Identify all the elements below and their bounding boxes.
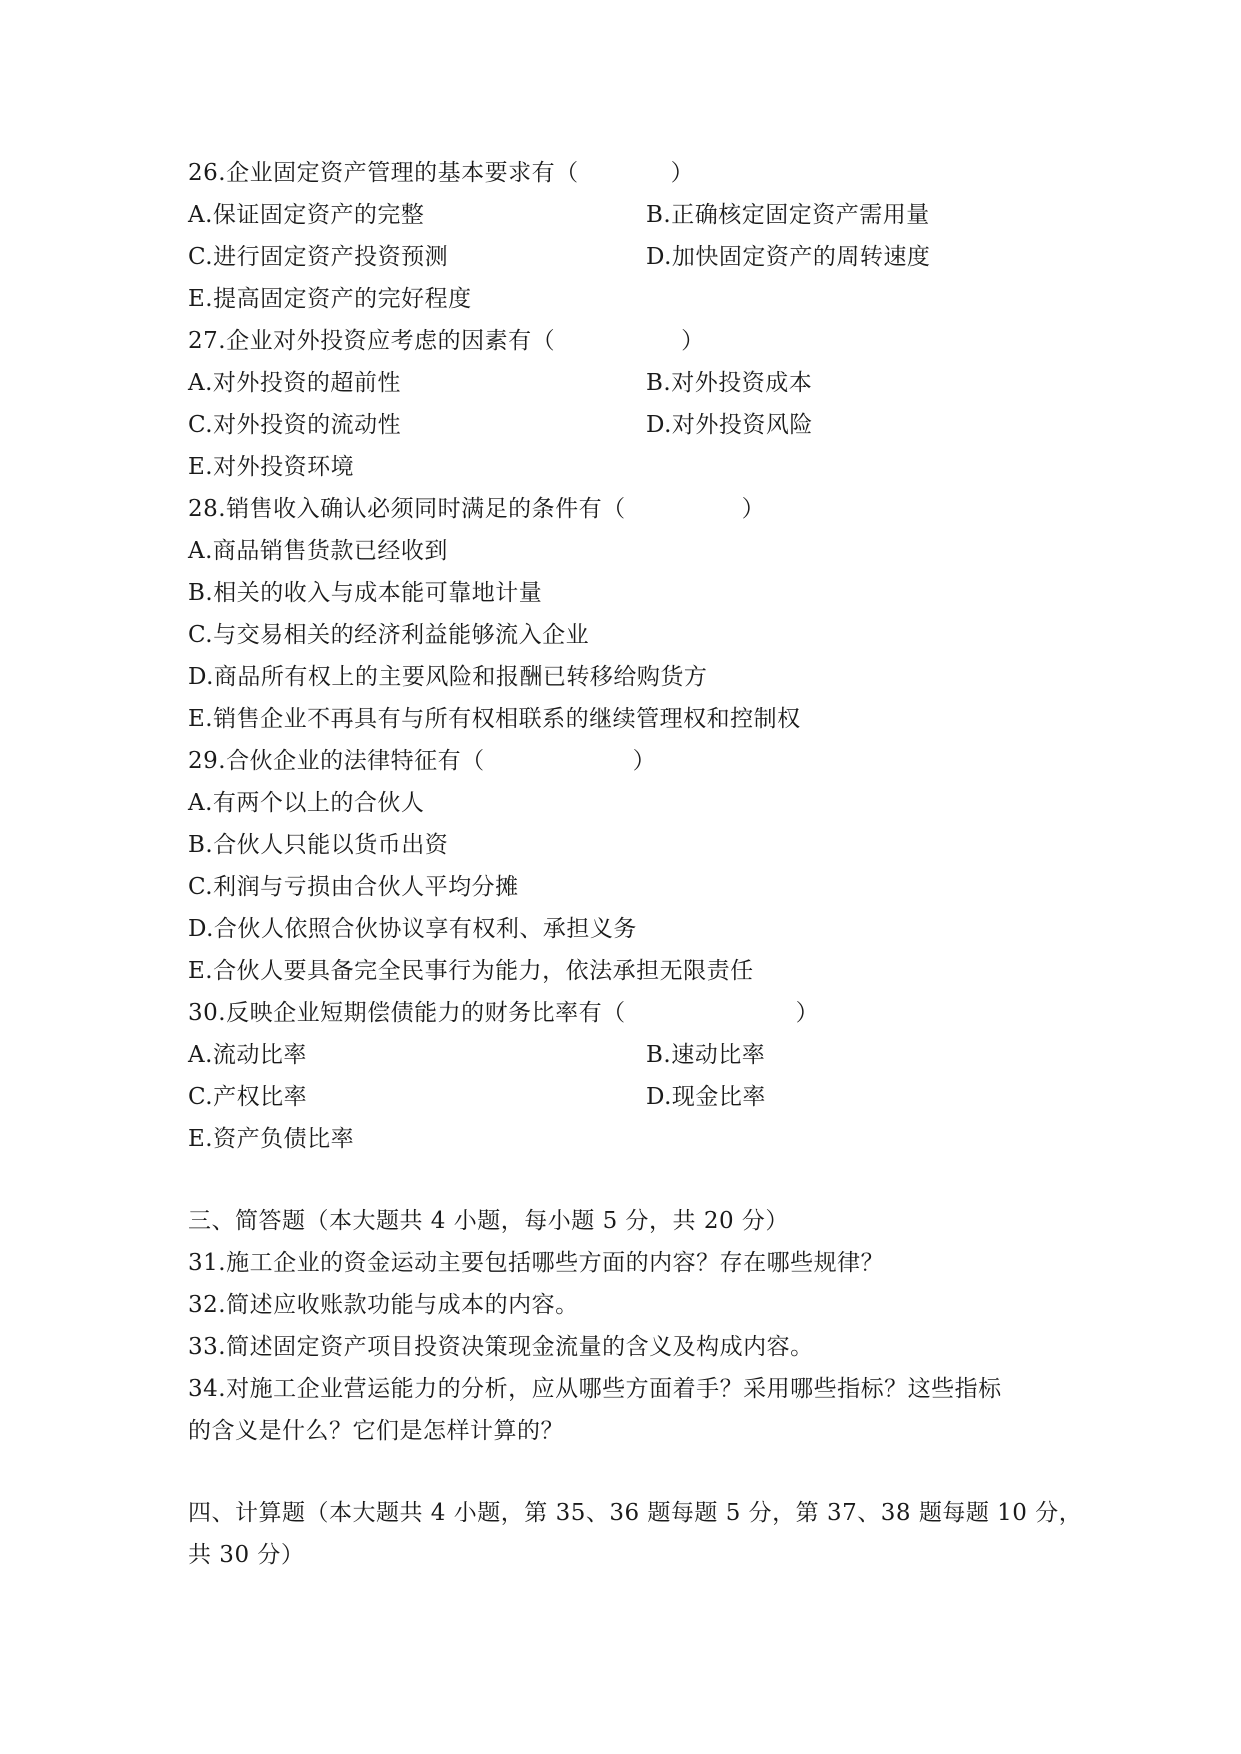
question-26-text: 26.企业固定资产管理的基本要求有（ [188,160,579,186]
question-33: 33.简述固定资产项目投资决策现金流量的含义及构成内容。 [188,1334,814,1360]
question-31: 31.施工企业的资金运动主要包括哪些方面的内容？存在哪些规律？ [188,1250,885,1276]
question-29-option-b: B.合伙人只能以货币出资 [188,832,449,858]
question-27-option-d: D.对外投资风险 [646,412,813,438]
question-27-option-e: E.对外投资环境 [188,454,355,480]
question-28-option-c: C.与交易相关的经济利益能够流入企业 [188,622,590,648]
section-spacer [188,1160,1068,1200]
question-30-option-c: C.产权比率 [188,1084,308,1110]
question-29-option-a: A.有两个以上的合伙人 [188,790,425,816]
question-26-option-e: E.提高固定资产的完好程度 [188,286,472,312]
question-34-line-1: 34.对施工企业营运能力的分析，应从哪些方面着手？采用哪些指标？这些指标 [188,1376,1002,1402]
question-26-option-c: C.进行固定资产投资预测 [188,244,449,270]
question-30-option-e: E.资产负债比率 [188,1126,355,1152]
paren-close: ） [681,328,705,354]
question-29-option-c: C.利润与亏损由合伙人平均分摊 [188,874,519,900]
question-29-stem [188,740,1068,782]
question-29-text: 29.合伙企业的法律特征有（ [188,748,485,774]
question-28-text: 28.销售收入确认必须同时满足的条件有（ [188,496,626,522]
question-26-option-a: A.保证固定资产的完整 [188,202,425,228]
question-27-option-c: C.对外投资的流动性 [188,412,402,438]
question-26-stem [188,152,1068,194]
section-4-title-line-1: 四、计算题（本大题共 4 小题，第 35、36 题每题 5 分，第 37、38 题每题 10 分， [188,1500,1083,1526]
question-29-option-d: D.合伙人依照合伙协议享有权利、承担义务 [188,916,637,942]
question-26-option-d: D.加快固定资产的周转速度 [646,244,931,270]
option-row [188,1076,1068,1118]
section-3-title: 三、简答题（本大题共 4 小题，每小题 5 分，共 20 分） [188,1208,789,1234]
option-row [188,1034,1068,1076]
question-26-option-b: B.正确核定固定资产需用量 [646,202,930,228]
paren-close: ） [741,496,766,522]
question-30-text: 30.反映企业短期偿债能力的财务比率有（ [188,1000,626,1026]
question-28-option-b: B.相关的收入与成本能可靠地计量 [188,580,543,606]
question-30-option-a: A.流动比率 [188,1042,307,1068]
question-27-option-a: A.对外投资的超前性 [188,370,401,396]
option-row [188,404,1068,446]
question-27-option-b: B.对外投资成本 [646,370,813,396]
section-4-title-line-2: 共 30 分） [188,1542,305,1568]
question-34-line-2: 的含义是什么？它们是怎样计算的？ [188,1418,564,1444]
option-row [188,194,1068,236]
exam-page [188,152,1083,1576]
question-28-option-a: A.商品销售货款已经收到 [188,538,448,564]
paren-close: ） [670,160,695,186]
question-28-option-e: E.销售企业不再具有与所有权相联系的继续管理权和控制权 [188,706,801,732]
paren-close: ） [632,748,657,774]
paren-close: ） [795,1000,820,1026]
question-32: 32.简述应收账款功能与成本的内容。 [188,1292,579,1318]
question-30-stem [188,992,1068,1034]
question-28-option-d: D.商品所有权上的主要风险和报酬已转移给购货方 [188,664,708,690]
question-30-option-b: B.速动比率 [646,1042,766,1068]
question-30-option-d: D.现金比率 [646,1084,766,1110]
option-row [188,236,1068,278]
option-row [188,362,1068,404]
question-29-option-e: E.合伙人要具备完全民事行为能力，依法承担无限责任 [188,958,754,984]
question-27-text: 27.企业对外投资应考虑的因素有（ [188,328,556,354]
question-28-stem [188,488,1068,530]
section-spacer [188,1452,1068,1492]
question-27-stem [188,320,1068,362]
